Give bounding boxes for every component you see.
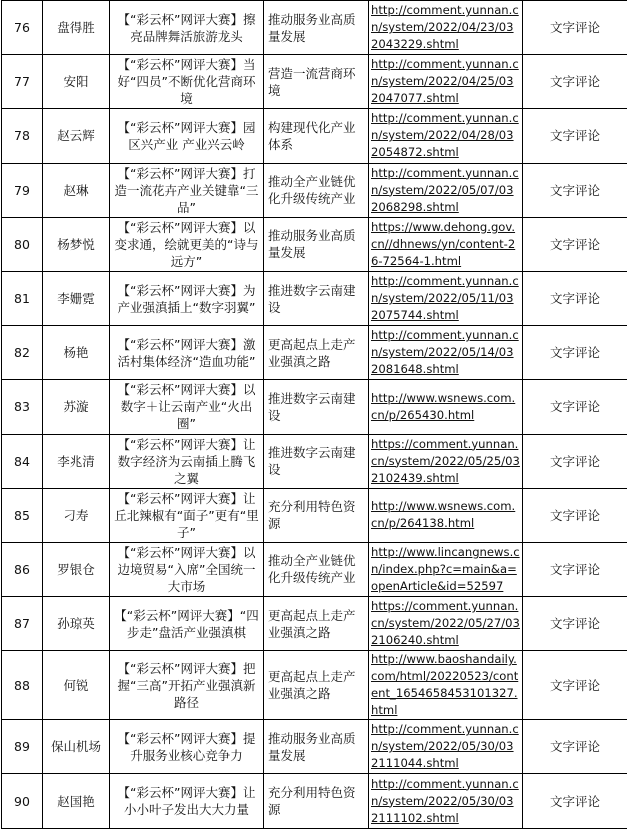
article-link[interactable]: http://comment.yunnan.cn/system/2022/05/11/032075744.shtml (371, 274, 519, 322)
author-name: 杨艳 (43, 326, 110, 380)
article-theme: 推动服务业高质量发展 (264, 217, 369, 271)
row-number: 84 (2, 434, 43, 488)
article-link-cell (369, 542, 523, 596)
table-row (2, 434, 627, 488)
row-number: 79 (2, 163, 43, 217)
author-name: 何锐 (43, 651, 110, 720)
table-row (2, 217, 627, 271)
row-number: 90 (2, 774, 43, 828)
article-link[interactable]: http://comment.yunnan.cn/system/2022/05/14/032081648.shtml (371, 328, 519, 376)
article-theme: 充分利用特色资源 (264, 774, 369, 828)
article-theme: 营造一流营商环境 (264, 55, 369, 109)
author-name: 保山机场 (43, 720, 110, 774)
article-link-cell (369, 326, 523, 380)
author-name: 孙琼英 (43, 597, 110, 651)
article-link-cell (369, 774, 523, 828)
article-type: 文字评论 (523, 1, 627, 55)
author-name: 罗银仓 (43, 542, 110, 596)
article-link[interactable]: https://comment.yunnan.cn/system/2022/05/27/032106240.shtml (371, 599, 520, 647)
article-link-cell (369, 1, 523, 55)
article-title: 【“彩云杯”网评大赛】以数字＋让云南产业“火出圈” (110, 380, 264, 434)
article-type: 文字评论 (523, 597, 627, 651)
article-link[interactable]: http://comment.yunnan.cn/system/2022/04/23/032043229.shtml (371, 3, 519, 51)
table-row (2, 380, 627, 434)
article-link-cell (369, 720, 523, 774)
article-title: 【“彩云杯”网评大赛】擦亮品牌舞活旅游龙头 (110, 1, 264, 55)
article-title: 【“彩云杯”网评大赛】当好“四员”不断优化营商环境 (110, 55, 264, 109)
article-title: 【“彩云杯”网评大赛】让小小叶子发出大大力量 (110, 774, 264, 828)
table-row (2, 55, 627, 109)
article-title: 【“彩云杯”网评大赛】激活村集体经济“造血功能” (110, 326, 264, 380)
row-number: 80 (2, 217, 43, 271)
author-name: 赵云辉 (43, 109, 110, 163)
article-link-cell (369, 271, 523, 325)
article-title: 【“彩云杯”网评大赛】园区兴产业 产业兴云岭 (110, 109, 264, 163)
article-theme: 推进数字云南建设 (264, 271, 369, 325)
article-type: 文字评论 (523, 271, 627, 325)
article-title: 【“彩云杯”网评大赛】提升服务业核心竞争力 (110, 720, 264, 774)
table-row (2, 597, 627, 651)
article-theme: 推动全产业链优化升级传统产业 (264, 163, 369, 217)
row-number: 82 (2, 326, 43, 380)
row-number: 81 (2, 271, 43, 325)
article-theme: 推进数字云南建设 (264, 434, 369, 488)
row-number: 78 (2, 109, 43, 163)
author-name: 杨梦悦 (43, 217, 110, 271)
article-link[interactable]: https://www.dehong.gov.cn//dhnews/yn/content-26-72564-1.html (371, 220, 515, 268)
author-name: 赵琳 (43, 163, 110, 217)
article-type: 文字评论 (523, 109, 627, 163)
article-title: 【“彩云杯”网评大赛】以变求通，绘就更美的“诗与远方” (110, 217, 264, 271)
row-number: 86 (2, 542, 43, 596)
table-row (2, 163, 627, 217)
article-link-cell (369, 597, 523, 651)
article-link-cell (369, 488, 523, 542)
article-type: 文字评论 (523, 380, 627, 434)
article-title: 【“彩云杯”网评大赛】打造一流花卉产业关键靠“三品” (110, 163, 264, 217)
article-link[interactable]: http://comment.yunnan.cn/system/2022/04/25/032047077.shtml (371, 57, 519, 105)
article-link[interactable]: http://www.wsnews.com.cn/p/264138.html (371, 499, 515, 530)
results-table (1, 0, 627, 829)
article-title: 【“彩云杯”网评大赛】以边境贸易“入席”全国统一大市场 (110, 542, 264, 596)
author-name: 安阳 (43, 55, 110, 109)
article-title: 【“彩云杯”网评大赛】“四步走”盘活产业强滇棋 (110, 597, 264, 651)
table-row (2, 651, 627, 720)
row-number: 85 (2, 488, 43, 542)
table-body (2, 1, 627, 829)
article-theme: 更高起点上走产业强滇之路 (264, 651, 369, 720)
table-row (2, 326, 627, 380)
row-number: 76 (2, 1, 43, 55)
row-number: 77 (2, 55, 43, 109)
article-theme: 更高起点上走产业强滇之路 (264, 326, 369, 380)
article-type: 文字评论 (523, 217, 627, 271)
article-link-cell (369, 651, 523, 720)
author-name: 赵国艳 (43, 774, 110, 828)
article-theme: 更高起点上走产业强滇之路 (264, 597, 369, 651)
article-theme: 充分利用特色资源 (264, 488, 369, 542)
article-theme: 推动全产业链优化升级传统产业 (264, 542, 369, 596)
article-link[interactable]: http://www.wsnews.com.cn/p/265430.html (371, 391, 515, 422)
article-title: 【“彩云杯”网评大赛】把握“三高”开拓产业强滇新路径 (110, 651, 264, 720)
article-link[interactable]: http://comment.yunnan.cn/system/2022/04/28/032054872.shtml (371, 111, 519, 159)
author-name: 苏漩 (43, 380, 110, 434)
article-theme: 推动服务业高质量发展 (264, 1, 369, 55)
article-link[interactable]: http://comment.yunnan.cn/system/2022/05/30/032111102.shtml (371, 777, 519, 825)
article-title: 【“彩云杯”网评大赛】让丘北辣椒有“面子”更有“里子” (110, 488, 264, 542)
article-type: 文字评论 (523, 55, 627, 109)
article-link-cell (369, 163, 523, 217)
table-row (2, 488, 627, 542)
article-link-cell (369, 434, 523, 488)
article-type: 文字评论 (523, 434, 627, 488)
table-row (2, 774, 627, 828)
article-title: 【“彩云杯”网评大赛】为产业强滇插上“数字羽翼” (110, 271, 264, 325)
table-row (2, 1, 627, 55)
article-type: 文字评论 (523, 651, 627, 720)
article-type: 文字评论 (523, 774, 627, 828)
article-link-cell (369, 380, 523, 434)
row-number: 88 (2, 651, 43, 720)
article-link[interactable]: https://comment.yunnan.cn/system/2022/05/25/032102439.shtml (371, 437, 520, 485)
article-link[interactable]: http://comment.yunnan.cn/system/2022/05/30/032111044.shtml (371, 722, 519, 770)
article-title: 【“彩云杯”网评大赛】让数字经济为云南插上腾飞之翼 (110, 434, 264, 488)
article-link[interactable]: http://www.lincangnews.cn/index.php?c=main&a=openArticle&id=52597 (371, 545, 520, 593)
article-link-cell (369, 55, 523, 109)
article-type: 文字评论 (523, 163, 627, 217)
author-name: 李姗霓 (43, 271, 110, 325)
author-name: 盘得胜 (43, 1, 110, 55)
article-type: 文字评论 (523, 488, 627, 542)
article-link[interactable]: http://www.baoshandaily.com/html/20220523/content_1654658453101327.html (371, 652, 518, 717)
article-type: 文字评论 (523, 720, 627, 774)
row-number: 87 (2, 597, 43, 651)
table-row (2, 109, 627, 163)
table-row (2, 542, 627, 596)
article-type: 文字评论 (523, 542, 627, 596)
row-number: 89 (2, 720, 43, 774)
article-link-cell (369, 109, 523, 163)
article-theme: 推进数字云南建设 (264, 380, 369, 434)
author-name: 刁寿 (43, 488, 110, 542)
author-name: 李兆清 (43, 434, 110, 488)
article-theme: 构建现代化产业体系 (264, 109, 369, 163)
article-type: 文字评论 (523, 326, 627, 380)
article-link[interactable]: http://comment.yunnan.cn/system/2022/05/07/032068298.shtml (371, 166, 519, 214)
row-number: 83 (2, 380, 43, 434)
article-link-cell (369, 217, 523, 271)
table-row (2, 720, 627, 774)
article-theme: 推动服务业高质量发展 (264, 720, 369, 774)
table-row (2, 271, 627, 325)
